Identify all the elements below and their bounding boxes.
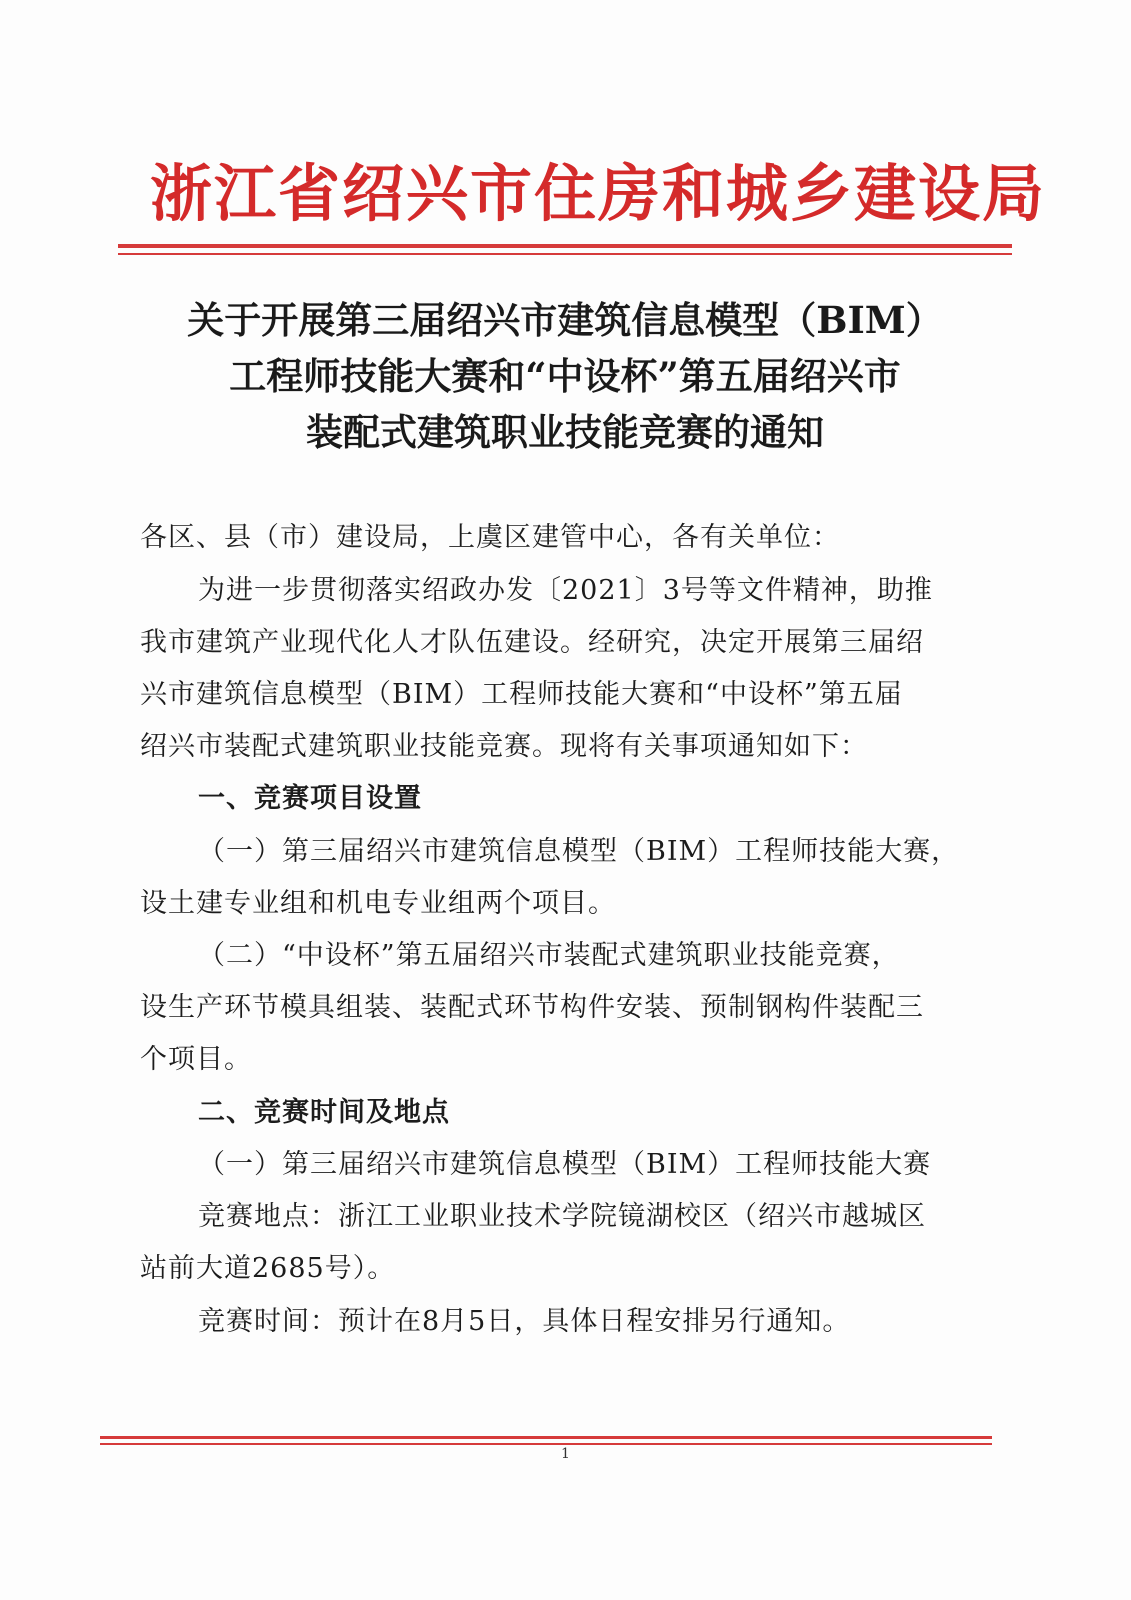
body-line: （一）第三届绍兴市建筑信息模型（BIM）工程师技能大赛 (198, 1149, 932, 1180)
body-line: 设生产环节模具组装、装配式环节构件安装、预制钢构件装配三 (140, 992, 924, 1023)
body-line: 我市建筑产业现代化人才队伍建设。经研究，决定开展第三届绍 (140, 627, 924, 658)
body-line: 绍兴市装配式建筑职业技能竞赛。现将有关事项通知如下： (140, 731, 868, 762)
body-line: 兴市建筑信息模型（BIM）工程师技能大赛和“中设杯”第五届 (140, 679, 903, 710)
document-title-line: 关于开展第三届绍兴市建筑信息模型（BIM） (187, 298, 943, 342)
letterhead-title: 浙江省绍兴市住房和城乡建设局 (150, 157, 1047, 230)
body-line: 竞赛时间：预计在8月5日，具体日程安排另行通知。 (198, 1306, 851, 1337)
salutation: 各区、县（市）建设局，上虞区建管中心，各有关单位： (140, 522, 840, 553)
body-line: 竞赛地点：浙江工业职业技术学院镜湖校区（绍兴市越城区 (198, 1201, 926, 1232)
body-line: 站前大道2685号）。 (140, 1253, 396, 1284)
section-heading: 一、竞赛项目设置 (198, 783, 422, 814)
footer-rule-thin (100, 1443, 992, 1445)
body-line: 为进一步贯彻落实绍政办发〔2021〕3号等文件精神，助推 (198, 575, 933, 606)
body-line: 设土建专业组和机电专业组两个项目。 (140, 888, 616, 919)
document-title-line: 装配式建筑职业技能竞赛的通知 (306, 410, 824, 454)
document-title (130, 292, 1000, 460)
letterhead-rule-thin (118, 253, 1012, 255)
footer-rule-thick (100, 1436, 992, 1439)
document-title-line: 工程师技能大赛和“中设杯”第五届绍兴市 (229, 354, 901, 398)
body-line: （一）第三届绍兴市建筑信息模型（BIM）工程师技能大赛， (198, 836, 960, 867)
section-heading: 二、竞赛时间及地点 (198, 1097, 450, 1128)
body-line: 个项目。 (140, 1044, 252, 1075)
page-number: 1 (561, 1446, 570, 1462)
body-line: （二）“中设杯”第五届绍兴市装配式建筑职业技能竞赛， (198, 940, 900, 971)
letterhead-rule-thick (118, 244, 1012, 248)
